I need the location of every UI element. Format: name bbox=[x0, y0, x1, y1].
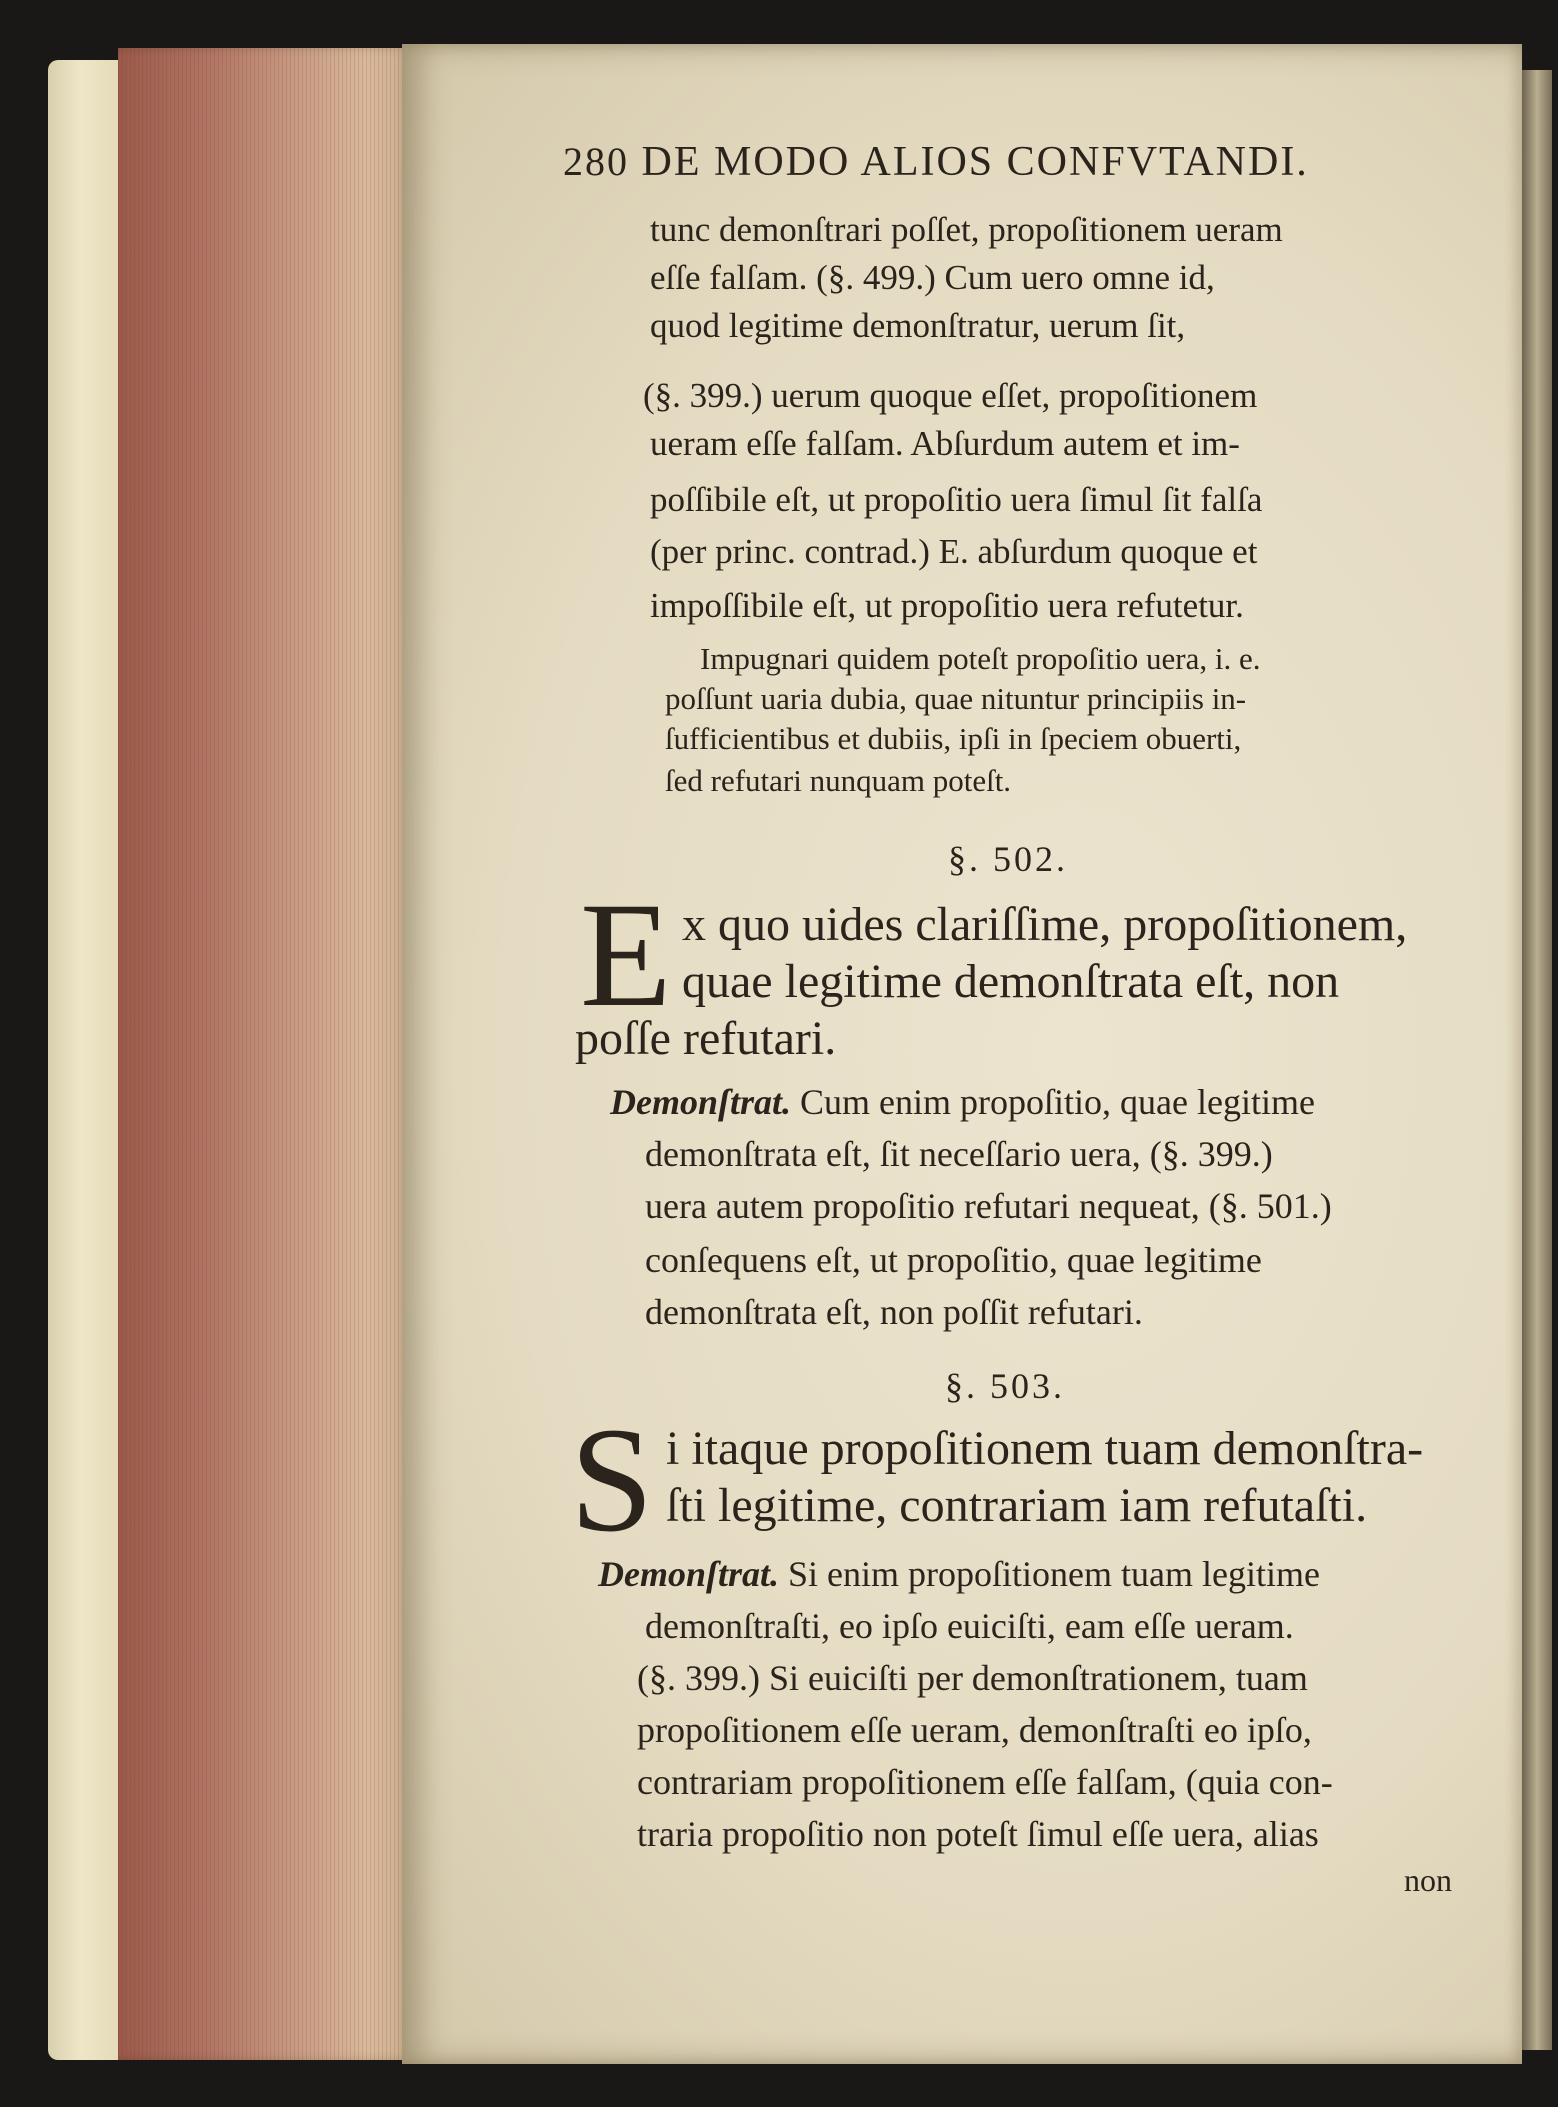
drop-cap: E bbox=[580, 872, 672, 1038]
demonstration-line: contrariam propoſitionem eſſe falſam, (quia con- bbox=[637, 1762, 1333, 1802]
drop-cap: S bbox=[570, 1397, 654, 1563]
running-title: DE MODO ALIOS CONFVTANDI. bbox=[641, 139, 1309, 185]
page-number: 280 bbox=[563, 139, 629, 184]
demonstration-line: traria propoſitio non poteſt ſimul eſſe uera, alias bbox=[637, 1814, 1319, 1854]
text-line: impoſſibile eſt, ut propoſitio uera refutetur. bbox=[650, 586, 1244, 625]
demonstration-label: Demonſtrat. bbox=[598, 1554, 780, 1594]
demonstration-line: demonſtrata eſt, non poſſit refutari. bbox=[645, 1292, 1143, 1332]
text-line: tunc demonſtrari poſſet, propoſitionem ueram bbox=[650, 210, 1283, 249]
proposition-line: ſti legitime, contrariam iam refutaſti. bbox=[666, 1479, 1368, 1532]
text-line: eſſe falſam. (§. 499.) Cum uero omne id, bbox=[650, 258, 1215, 297]
text-line: (per princ. contrad.) E. abſurdum quoque et bbox=[650, 532, 1258, 571]
note-line: ſufficientibus et dubiis, ipſi in ſpeciem obuerti, bbox=[665, 721, 1242, 756]
proposition-line: i itaque propoſitionem tuam demonſtra- bbox=[666, 1422, 1424, 1475]
text-line: quod legitime demonſtratur, uerum ſit, bbox=[650, 306, 1186, 345]
page-edges bbox=[118, 48, 410, 2060]
demonstration-line: Demonſtrat. Si enim propoſitionem tuam legitime bbox=[598, 1554, 1320, 1594]
demonstration-line: demonſtrata eſt, ſit neceſſario uera, (§. 399.) bbox=[645, 1134, 1273, 1174]
demonstration-line: conſequens eſt, ut propoſitio, quae legitime bbox=[645, 1240, 1262, 1280]
proposition-line: poſſe refutari. bbox=[575, 1012, 837, 1065]
text-line: (§. 399.) uerum quoque eſſet, propoſitionem bbox=[643, 376, 1258, 415]
text-line: ueram eſſe falſam. Abſurdum autem et im- bbox=[650, 424, 1240, 463]
text-line: poſſibile eſt, ut propoſitio uera ſimul ſit falſa bbox=[650, 480, 1263, 519]
catchword: non bbox=[1404, 1862, 1452, 1898]
facing-page-edge bbox=[1522, 70, 1552, 2050]
demonstration-line: Demonſtrat. Cum enim propoſitio, quae legitime bbox=[610, 1082, 1315, 1122]
note-line: ſed refutari nunquam poteſt. bbox=[665, 763, 1012, 798]
demonstration-label: Demonſtrat. bbox=[610, 1082, 792, 1122]
demonstration-line: propoſitionem eſſe ueram, demonſtraſti eo ipſo, bbox=[637, 1710, 1312, 1750]
demonstration-line: demonſtraſti, eo ipſo euiciſti, eam eſſe ueram. bbox=[645, 1606, 1294, 1646]
running-header bbox=[563, 138, 1309, 186]
note-line: poſſunt uaria dubia, quae nituntur principiis in- bbox=[665, 681, 1247, 716]
note-line: Impugnari quidem poteſt propoſitio uera, i. e. bbox=[700, 641, 1261, 676]
demonstration-line: (§. 399.) Si euiciſti per demonſtrationem, tuam bbox=[637, 1658, 1308, 1698]
proposition-line: quae legitime demonſtrata eſt, non bbox=[682, 955, 1340, 1008]
section-heading: §. 503. bbox=[945, 1366, 1065, 1406]
demonstration-line: uera autem propoſitio refutari nequeat, (§. 501.) bbox=[645, 1186, 1332, 1226]
book-cover bbox=[48, 60, 128, 2060]
proposition-line: x quo uides clariſſime, propoſitionem, bbox=[682, 898, 1408, 951]
section-heading: §. 502. bbox=[948, 839, 1068, 879]
